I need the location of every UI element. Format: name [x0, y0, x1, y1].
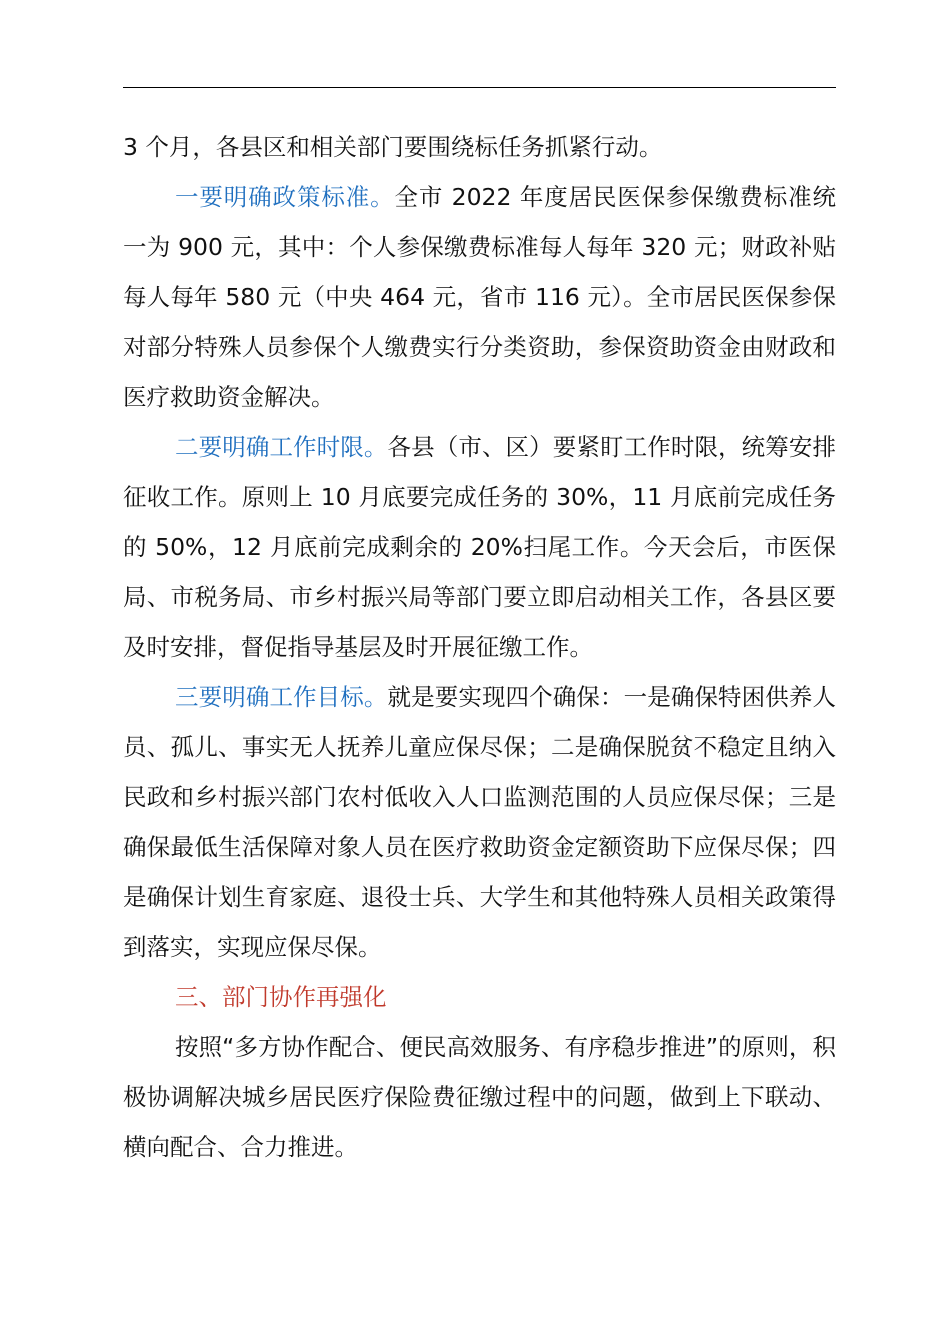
paragraph-lead: 一要明确政策标准。 — [175, 183, 395, 211]
document-body — [123, 122, 836, 1172]
header-rule — [123, 87, 836, 88]
paragraph-text: 各县（市、区）要紧盯工作时限，统筹安排征收工作。原则上 10 月底要完成任务的 30%，11 月底前完成任务的 50%，12 月底前完成剩余的 20%扫尾工作。今天会后，市医保局、市税务局、市乡村振兴局等部门要立即启动相关工作，各县区要及时安排，督促指导基层及时开展征缴工作。 — [123, 433, 836, 661]
paragraph-text: 3 个月，各县区和相关部门要围绕标任务抓紧行动。 — [123, 133, 663, 161]
paragraph-policy-standard — [123, 172, 836, 422]
paragraph-lead: 三要明确工作目标。 — [175, 683, 388, 711]
paragraph-work-deadline — [123, 422, 836, 672]
paragraph-closing: 按照“多方协作配合、便民高效服务、有序稳步推进”的原则，积极协调解决城乡居民医疗保险费征缴过程中的问题，做到上下联动、横向配合、合力推进。 — [123, 1033, 836, 1161]
paragraph-lead: 二要明确工作时限。 — [175, 433, 388, 461]
paragraph-text: 全市 2022 年度居民医保参保缴费标准统一为 900 元，其中：个人参保缴费标准每人每年 320 元；财政补贴每人每年 580 元（中央 464 元，省市 116 元）。全市居民医保参保对部分特殊人员参保个人缴费实行分类资助，参保资助资金由财政和医疗救助资金解决。 — [123, 183, 837, 411]
paragraph-work-goal — [123, 672, 836, 972]
paragraph-text: 就是要实现四个确保：一是确保特困供养人员、孤儿、事实无人抚养儿童应保尽保；二是确保脱贫不稳定且纳入民政和乡村振兴部门农村低收入人口监测范围的人员应保尽保；三是确保最低生活保障对象人员在医疗救助资金定额资助下应保尽保；四是确保计划生育家庭、退役士兵、大学生和其他特殊人员相关政策得到落实，实现应保尽保。 — [123, 683, 836, 961]
section-heading: 三、部门协作再强化 — [175, 983, 387, 1011]
paragraph-continuation — [123, 122, 836, 172]
